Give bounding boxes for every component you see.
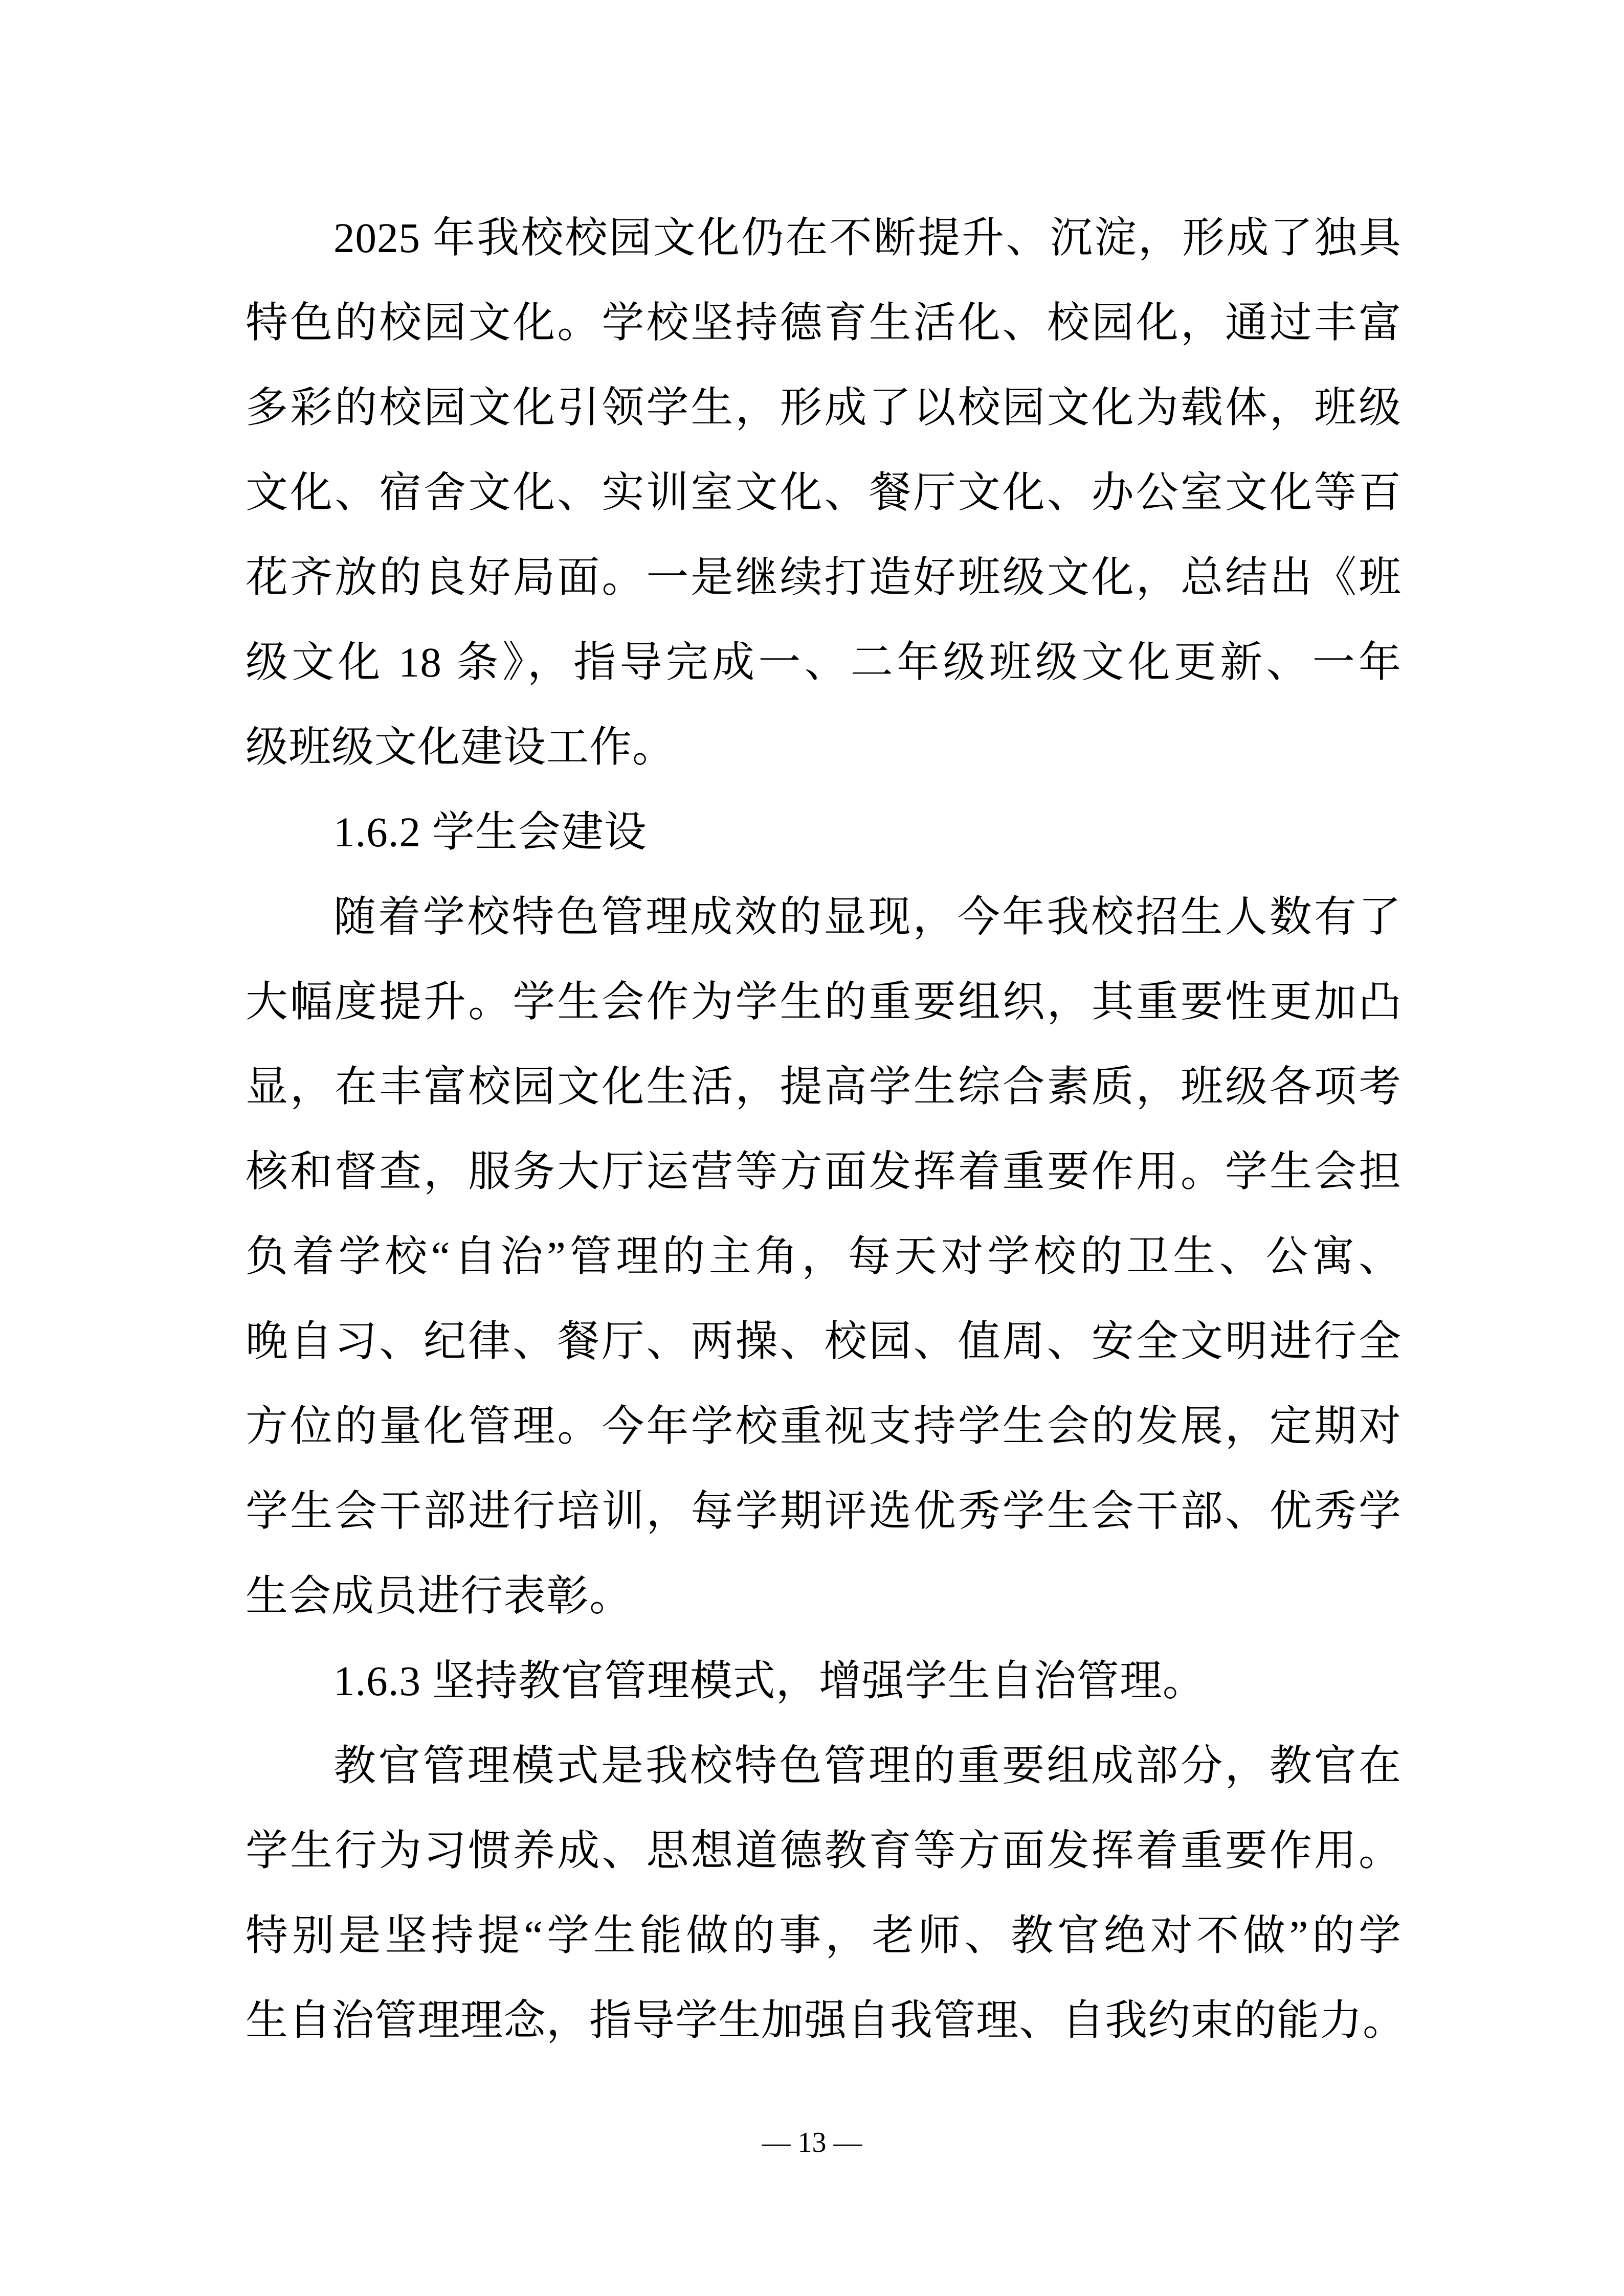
- text-line: 晚自习、纪律、餐厅、两操、校园、值周、安全文明进行全: [246, 1318, 1401, 1365]
- text-line: 学生行为习惯养成、思想道德教育等方面发挥着重要作用。: [246, 1827, 1401, 1874]
- text-line: 大幅度提升。学生会作为学生的重要组织，其重要性更加凸: [246, 978, 1401, 1025]
- text-line: 花齐放的良好局面。一是继续打造好班级文化，总结出《班: [246, 554, 1401, 601]
- text-line: 2025 年我校校园文化仍在不断提升、沉淀，形成了独具: [333, 214, 1401, 261]
- text-line: 学生会干部进行培训，每学期评选优秀学生会干部、优秀学: [246, 1488, 1401, 1535]
- text-line: 1.6.2 学生会建设: [333, 808, 647, 856]
- paragraph-instructor-management: [246, 1723, 1406, 2063]
- text-line: 特色的校园文化。学校坚持德育生活化、校园化，通过丰富: [246, 299, 1401, 346]
- text-line: 教官管理模式是我校特色管理的重要组成部分，教官在: [333, 1742, 1401, 1789]
- text-line: 级班级文化建设工作。: [246, 724, 675, 771]
- text-line: 生会成员进行表彰。: [246, 1572, 632, 1619]
- heading-1-6-2: [246, 790, 1401, 874]
- text-line: 特别是坚持提“学生能做的事，老师、教官绝对不做”的学: [246, 1912, 1401, 1959]
- text-line: 显，在丰富校园文化生活，提高学生综合素质，班级各项考: [246, 1063, 1401, 1110]
- document-body: [246, 195, 1406, 2063]
- text-line: 多彩的校园文化引领学生，形成了以校园文化为载体，班级: [246, 384, 1401, 431]
- text-line: 文化、宿舍文化、实训室文化、餐厅文化、办公室文化等百: [246, 469, 1401, 516]
- text-line: 级文化 18 条》，指导完成一、二年级班级文化更新、一年: [246, 639, 1401, 686]
- text-line: 核和督查，服务大厅运营等方面发挥着重要作用。学生会担: [246, 1148, 1401, 1195]
- text-line: 1.6.3 坚持教官管理模式，增强学生自治管理。: [333, 1657, 1206, 1704]
- paragraph-campus-culture: [246, 195, 1401, 790]
- text-line: 方位的量化管理。今年学校重视支持学生会的发展，定期对: [246, 1403, 1401, 1450]
- text-line: 负着学校“自治”管理的主角，每天对学校的卫生、公寓、: [246, 1233, 1401, 1280]
- text-line: 生自治管理理念，指导学生加强自我管理、自我约束的能力。: [246, 1997, 1406, 2044]
- text-line: 随着学校特色管理成效的显现，今年我校招生人数有了: [333, 893, 1401, 940]
- paragraph-student-union: [246, 874, 1401, 1638]
- page-number: — 13 —: [762, 2127, 862, 2158]
- heading-1-6-3: [246, 1638, 1401, 1723]
